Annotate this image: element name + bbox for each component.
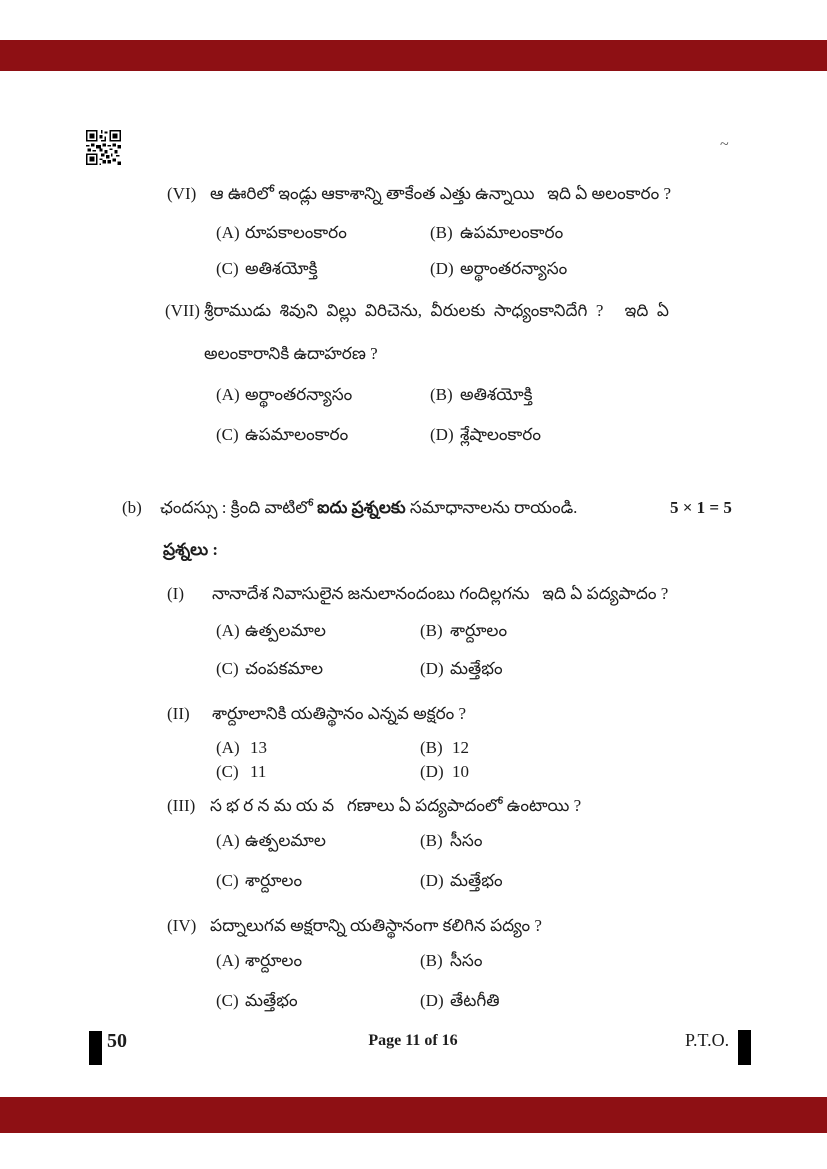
question-text-i: నానాదేశ నివాసులైన జనులానందంబు గందిల్లగను ఇది ఏ పద్యపాదం ? — [212, 584, 669, 603]
option-text: 10 — [452, 762, 469, 781]
questions-label: ప్రశ్నలు : — [163, 540, 218, 559]
option-label: (A) — [216, 385, 240, 404]
question-text-vii-line1: శ్రీరాముడు శివుని విల్లు విరిచెను, వీరులకు సాధ్యంకానిదేగి ? ఇది ఏ — [204, 301, 669, 320]
option-label: (C) — [216, 425, 239, 444]
option-label: (C) — [216, 659, 239, 678]
option-text: మత్తేభం — [245, 991, 298, 1010]
tilde-mark: ~ — [720, 136, 729, 153]
option-text: ఉత్పలమాల — [245, 621, 326, 640]
option-label: (D) — [430, 425, 454, 444]
qr-code-icon — [86, 130, 121, 165]
option-text: అతిశయోక్తి — [460, 385, 533, 404]
section-b-heading — [160, 497, 577, 519]
section-b-label: (b) — [122, 498, 142, 517]
option-label: (D) — [420, 871, 444, 890]
option-text: మత్తేభం — [450, 659, 503, 678]
option-text: తేటగీతి — [450, 991, 500, 1010]
option-label: (C) — [216, 259, 239, 278]
option-text: రూపకాలంకారం — [245, 223, 347, 242]
option-label: (B) — [430, 223, 453, 242]
option-label: (A) — [216, 223, 240, 242]
option-text: 13 — [250, 738, 267, 757]
option-text: సీసం — [450, 951, 483, 970]
option-text: చంపకమాల — [245, 659, 323, 678]
heading-pre: ఛందస్సు : క్రింది వాటిలో — [160, 498, 313, 517]
option-label: (B) — [420, 951, 443, 970]
question-number-iii: (III) — [167, 796, 196, 815]
option-text: మత్తేభం — [450, 871, 503, 890]
page-number: Page 11 of 16 — [368, 1032, 458, 1049]
option-text: 11 — [250, 762, 267, 781]
option-label: (D) — [420, 762, 444, 781]
heading-bold: ఐదు ప్రశ్నలకు — [317, 498, 406, 517]
option-text: అర్థాంతరన్యాసం — [245, 385, 353, 404]
option-text: శ్లేషాలంకారం — [460, 425, 541, 444]
option-text: సీసం — [450, 831, 483, 850]
option-label: (B) — [420, 831, 443, 850]
option-label: (A) — [216, 738, 240, 757]
option-text: శార్దూలం — [245, 951, 303, 970]
question-text-vii-line2: అలంకారానికి ఉదాహరణ ? — [204, 344, 378, 363]
option-label: (D) — [420, 991, 444, 1010]
option-label: (D) — [420, 659, 444, 678]
option-label: (B) — [430, 385, 453, 404]
option-text: ఉత్పలమాల — [245, 831, 326, 850]
option-label: (A) — [216, 951, 240, 970]
option-label: (B) — [420, 621, 443, 640]
paper-code: 50 — [107, 1030, 127, 1052]
option-label: (C) — [216, 871, 239, 890]
option-label: (A) — [216, 621, 240, 640]
option-text: ఉపమాలంకారం — [460, 223, 564, 242]
question-text-iv: పద్నాలుగవ అక్షరాన్ని యతిస్థానంగా కలిగిన పద్యం ? — [210, 916, 542, 935]
option-label: (C) — [216, 762, 239, 781]
option-text: శార్దూలం — [245, 871, 303, 890]
top-red-band — [0, 40, 827, 71]
option-text: శార్దూలం — [450, 621, 508, 640]
option-label: (D) — [430, 259, 454, 278]
option-text: అతిశయోక్తి — [245, 259, 318, 278]
heading-post: సమాధానాలను రాయండి. — [409, 498, 578, 517]
question-number-ii: (II) — [167, 704, 190, 723]
question-text-ii: శార్దూలానికి యతిస్థానం ఎన్నవ అక్షరం ? — [212, 704, 467, 723]
footer-left-bar — [89, 1031, 102, 1065]
marks-label: 5 × 1 = 5 — [670, 498, 732, 517]
question-number-vi: (VI) — [167, 184, 197, 203]
option-text: అర్థాంతరన్యాసం — [460, 259, 568, 278]
question-number-i: (I) — [167, 584, 184, 603]
pto-label: P.T.O. — [685, 1030, 730, 1050]
option-label: (A) — [216, 831, 240, 850]
question-text-vi: ఆ ఊరిలో ఇండ్లు ఆకాశాన్ని తాకేంత ఎత్తు ఉన్నాయి ఇది ఏ అలంకారం ? — [210, 184, 672, 203]
bottom-red-band — [0, 1097, 827, 1133]
footer-right-bar — [738, 1030, 751, 1065]
option-text: 12 — [452, 738, 469, 757]
option-label: (C) — [216, 991, 239, 1010]
question-text-iii: స భ ర న మ య వ గణాలు ఏ పద్యపాదంలో ఉంటాయి ? — [210, 796, 582, 815]
option-label: (B) — [420, 738, 443, 757]
question-number-iv: (IV) — [167, 916, 197, 935]
question-number-vii: (VII) — [165, 301, 200, 320]
option-text: ఉపమాలంకారం — [245, 425, 349, 444]
